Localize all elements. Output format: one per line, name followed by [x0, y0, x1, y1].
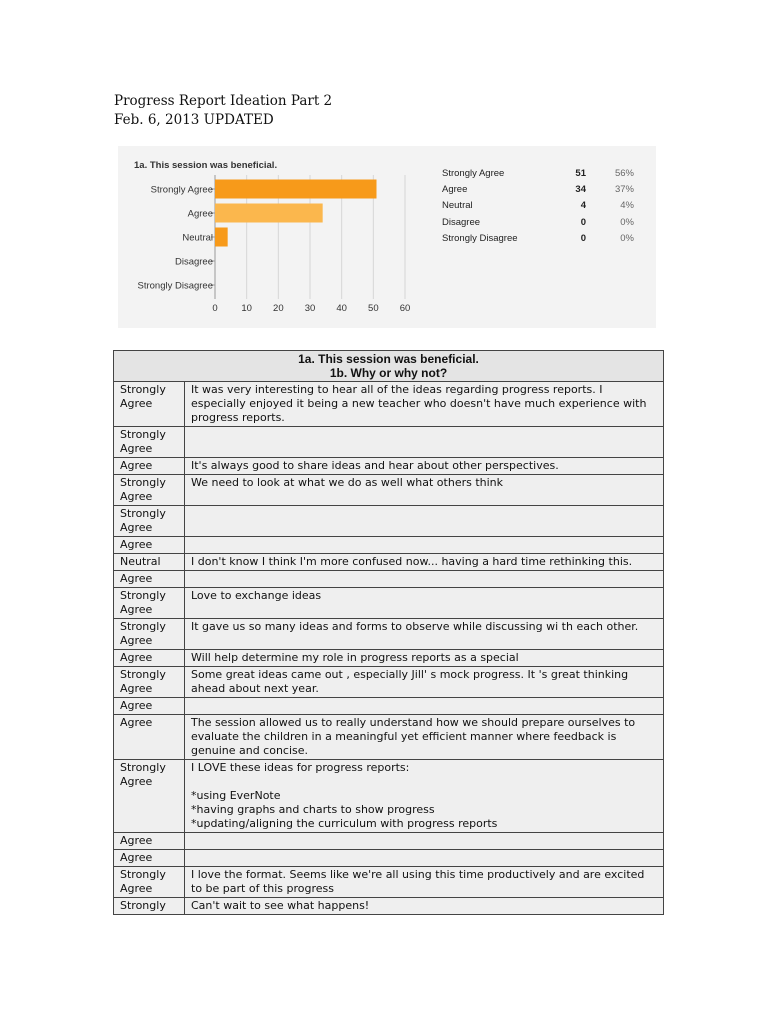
chart-title: 1a. This session was beneficial. — [134, 160, 278, 171]
x-tick-label: 60 — [399, 303, 411, 314]
rating-cell: Strongly Agree — [114, 382, 185, 427]
chart-summary-table — [442, 168, 642, 249]
comment-cell: Love to exchange ideas — [185, 588, 664, 619]
summary-row — [442, 217, 642, 233]
table-row — [114, 760, 664, 833]
rating-cell: Strongly Agree — [114, 475, 185, 506]
summary-percent: 37% — [614, 184, 634, 196]
document-title: Progress Report Ideation Part 2 — [114, 93, 333, 109]
x-tick-label: 10 — [241, 303, 252, 314]
summary-count: 0 — [580, 232, 586, 244]
header-question-1b: 1b. Why or why not? — [329, 366, 448, 380]
table-row — [114, 698, 664, 715]
table-row — [114, 867, 664, 898]
rating-cell: Strongly Agree — [114, 619, 185, 650]
summary-label: Disagree — [442, 216, 481, 228]
comment-cell: I love the format. Seems like we're all using this time productively and are excited to be part of this progress — [185, 867, 664, 898]
bar — [215, 228, 228, 247]
category-label: Agree — [187, 208, 213, 220]
summary-percent: 56% — [614, 168, 634, 179]
comment-cell: Will help determine my role in progress reports as a special — [185, 650, 664, 667]
category-label: Neutral — [182, 232, 213, 244]
rating-cell: Neutral — [114, 554, 185, 571]
rating-cell: Agree — [114, 571, 185, 588]
category-label: Disagree — [174, 256, 213, 268]
rating-cell: Agree — [114, 650, 185, 667]
rating-cell: Agree — [114, 850, 185, 867]
header-question-1a: 1a. This session was beneficial. — [298, 352, 479, 366]
rating-cell: Agree — [114, 537, 185, 554]
rating-cell: Strongly Agree — [114, 506, 185, 537]
category-label: Strongly Disagree — [137, 280, 213, 292]
table-row — [114, 667, 664, 698]
rating-cell: Strongly Agree — [114, 667, 185, 698]
summary-count: 0 — [580, 216, 586, 228]
rating-cell: Agree — [114, 715, 185, 760]
x-tick-label: 40 — [336, 303, 347, 314]
table-row — [114, 588, 664, 619]
summary-count: 51 — [575, 168, 586, 179]
comment-cell: Can't wait to see what happens! — [185, 898, 664, 915]
summary-label: Agree — [442, 184, 468, 196]
comment-cell: I LOVE these ideas for progress reports: *using EverNote *having graphs and charts to show progress *updating/aligning the curriculum with progress reports — [185, 760, 664, 833]
x-tick-label: 30 — [304, 303, 316, 314]
comment-cell — [185, 833, 664, 850]
comment-cell — [185, 537, 664, 554]
table-row — [114, 833, 664, 850]
summary-label: Neutral — [442, 200, 473, 212]
rating-cell: Agree — [114, 833, 185, 850]
rating-cell: Strongly Agree — [114, 760, 185, 833]
rating-cell: Strongly Agree — [114, 867, 185, 898]
table-row — [114, 506, 664, 537]
table-row — [114, 475, 664, 506]
comment-cell — [185, 850, 664, 867]
table-header — [114, 351, 664, 382]
table-row — [114, 427, 664, 458]
table-row — [114, 898, 664, 915]
comment-cell — [185, 506, 664, 537]
comment-cell: I don't know I think I'm more confused now... having a hard time rethinking this. — [185, 554, 664, 571]
rating-cell: Strongly Agree — [114, 588, 185, 619]
rating-cell: Agree — [114, 458, 185, 475]
rating-cell: Strongly — [114, 898, 185, 915]
summary-label: Strongly Agree — [442, 168, 505, 179]
comment-cell — [185, 427, 664, 458]
document-date: Feb. 6, 2013 UPDATED — [114, 112, 274, 128]
table-row — [114, 715, 664, 760]
document-heading — [114, 92, 332, 130]
category-label: Strongly Agree — [150, 184, 213, 196]
table-row — [114, 382, 664, 427]
table-row — [114, 650, 664, 667]
survey-chart-panel — [118, 146, 656, 328]
summary-percent: 0% — [620, 232, 634, 244]
table-row — [114, 571, 664, 588]
summary-count: 4 — [580, 200, 586, 212]
rating-cell: Strongly Agree — [114, 427, 185, 458]
summary-count: 34 — [575, 184, 586, 196]
table-row — [114, 554, 664, 571]
x-tick-label: 50 — [368, 303, 379, 314]
x-tick-label: 20 — [273, 303, 284, 314]
comment-cell: It was very interesting to hear all of the ideas regarding progress reports. I especially enjoyed it being a new teacher who doesn't have much experience with progress reports. — [185, 382, 664, 427]
comment-cell — [185, 571, 664, 588]
responses-table — [113, 350, 664, 915]
summary-row — [442, 184, 642, 200]
comment-cell: We need to look at what we do as well what others think — [185, 475, 664, 506]
comment-cell: The session allowed us to really understand how we should prepare ourselves to evaluate the children in a meaningful yet efficient manner where feedback is genuine and concise. — [185, 715, 664, 760]
table-header-row — [114, 351, 664, 382]
comment-cell: Some great ideas came out , especially Jill' s mock progress. It 's great thinking ahead about next year. — [185, 667, 664, 698]
bar — [215, 204, 323, 223]
comment-cell: It's always good to share ideas and hear about other perspectives. — [185, 458, 664, 475]
summary-percent: 0% — [620, 216, 634, 228]
bar — [215, 180, 377, 199]
summary-row — [442, 168, 642, 184]
comment-cell — [185, 698, 664, 715]
table-row — [114, 537, 664, 554]
summary-row — [442, 233, 642, 249]
comment-cell: It gave us so many ideas and forms to observe while discussing wi th each other. — [185, 619, 664, 650]
table-row — [114, 850, 664, 867]
table-row — [114, 458, 664, 475]
summary-label: Strongly Disagree — [442, 232, 518, 244]
summary-row — [442, 200, 642, 216]
x-tick-label: 0 — [212, 303, 218, 314]
rating-cell: Agree — [114, 698, 185, 715]
summary-percent: 4% — [620, 200, 634, 212]
table-row — [114, 619, 664, 650]
